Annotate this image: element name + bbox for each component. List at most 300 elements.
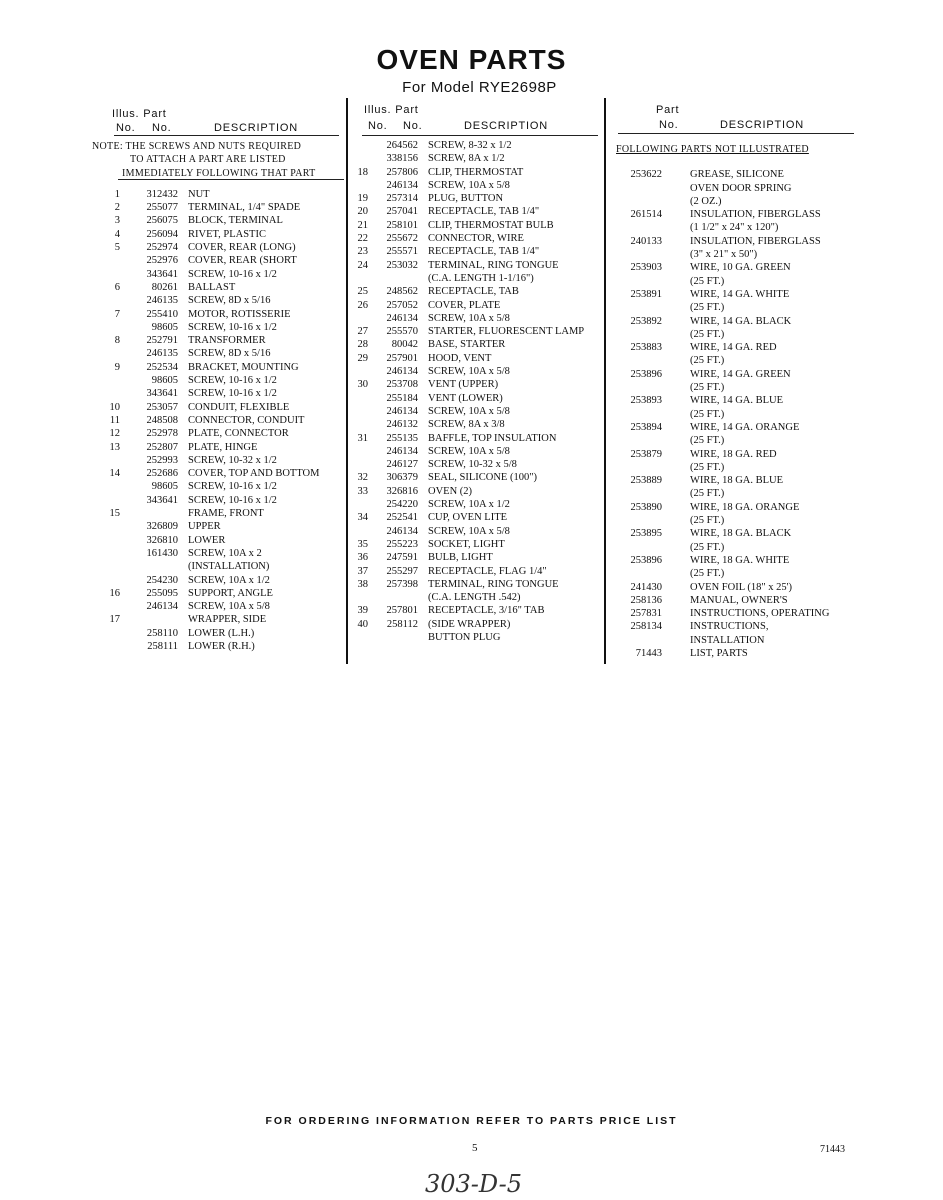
part-row xyxy=(92,414,344,427)
page-title: OVEN PARTS xyxy=(376,44,567,75)
part-row xyxy=(352,498,602,511)
part-description: SCREW, 10-16 x 1/2 xyxy=(188,481,277,493)
part-no: 306379 xyxy=(386,472,418,484)
column-divider-1 xyxy=(346,98,348,664)
part-description: (1 1/2" x 24" x 120") xyxy=(690,222,779,234)
part-row xyxy=(92,241,344,254)
part-row xyxy=(92,281,344,294)
document-code: 71443 xyxy=(820,1144,845,1155)
part-description: INSTALLATION xyxy=(690,634,765,646)
description-label: DESCRIPTION xyxy=(464,120,548,132)
part-row xyxy=(612,448,872,461)
part-row xyxy=(92,427,344,440)
part-no: 246134 xyxy=(146,601,178,613)
part-description: SCREW, 10A x 5/8 xyxy=(428,445,510,457)
part-row xyxy=(612,487,872,500)
part-no: 253890 xyxy=(630,501,662,513)
part-description: BLOCK, TERMINAL xyxy=(188,215,283,227)
part-description: FRAME, FRONT xyxy=(188,508,264,520)
part-row xyxy=(612,554,872,567)
part-row xyxy=(352,631,602,644)
part-row xyxy=(352,565,602,578)
part-no: 248562 xyxy=(386,286,418,298)
part-description: WRAPPER, SIDE xyxy=(188,614,267,626)
part-row xyxy=(612,567,872,580)
part-no: 252534 xyxy=(146,361,178,373)
part-description: LOWER (R.H.) xyxy=(188,640,255,652)
illus-no: 7 xyxy=(114,308,120,320)
part-description: CLIP, THERMOSTAT xyxy=(428,166,524,178)
part-row xyxy=(352,219,602,232)
part-description: SUPPORT, ANGLE xyxy=(188,587,273,599)
part-no: 255077 xyxy=(146,202,178,214)
illus-no: 21 xyxy=(357,219,368,231)
illus-no-label: No. xyxy=(368,120,388,132)
part-description: SCREW, 8A x 1/2 xyxy=(428,153,505,165)
note-block xyxy=(92,140,344,180)
part-description: (25 FT.) xyxy=(690,461,725,473)
part-row xyxy=(612,248,872,261)
page-number: 5 xyxy=(472,1142,478,1154)
part-row xyxy=(612,541,872,554)
illus-no: 17 xyxy=(109,614,120,626)
part-row xyxy=(612,221,872,234)
part-row xyxy=(612,235,872,248)
part-description: SCREW, 10-16 x 1/2 xyxy=(188,388,277,400)
part-description: CONNECTOR, CONDUIT xyxy=(188,414,305,426)
part-row xyxy=(352,432,602,445)
part-no: 246134 xyxy=(386,405,418,417)
illus-no: 36 xyxy=(357,552,368,564)
part-description: SCREW, 10A x 2 xyxy=(188,547,262,559)
part-row xyxy=(352,245,602,258)
part-no: 246135 xyxy=(146,295,178,307)
part-description: SCREW, 10-32 x 5/8 xyxy=(428,459,517,471)
part-row xyxy=(612,461,872,474)
illus-no: 10 xyxy=(109,401,120,413)
part-row xyxy=(92,467,344,480)
part-description: MOTOR, ROTISSERIE xyxy=(188,308,291,320)
part-no: 258101 xyxy=(386,219,418,231)
part-row xyxy=(612,275,872,288)
part-no: 261514 xyxy=(630,209,662,221)
part-description: CONNECTOR, WIRE xyxy=(428,233,524,245)
part-no: 252791 xyxy=(146,335,178,347)
part-row xyxy=(612,634,872,647)
illus-no: 8 xyxy=(114,335,120,347)
part-no: 255571 xyxy=(386,246,418,258)
part-description: (INSTALLATION) xyxy=(188,561,270,573)
part-row xyxy=(92,374,344,387)
part-no: 255184 xyxy=(386,392,418,404)
part-row xyxy=(92,560,344,573)
part-no: 98605 xyxy=(151,375,178,387)
part-row xyxy=(352,471,602,484)
part-no: 98605 xyxy=(151,481,178,493)
part-no: 253894 xyxy=(630,421,662,433)
part-description: SCREW, 10A x 5/8 xyxy=(428,179,510,191)
part-row xyxy=(612,434,872,447)
illus-no: 30 xyxy=(357,379,368,391)
part-row xyxy=(352,604,602,617)
part-row xyxy=(352,445,602,458)
illus-no: 3 xyxy=(114,215,120,227)
part-no: 343641 xyxy=(146,494,178,506)
part-row xyxy=(612,168,872,181)
part-no: 343641 xyxy=(146,268,178,280)
part-no: 326816 xyxy=(386,485,418,497)
part-row xyxy=(92,454,344,467)
part-description: COVER, TOP AND BOTTOM xyxy=(188,468,320,480)
part-row xyxy=(612,195,872,208)
part-no: 71443 xyxy=(635,647,662,659)
part-row xyxy=(92,587,344,600)
part-description: WIRE, 14 GA. BLACK xyxy=(690,315,792,327)
part-no: 255223 xyxy=(386,538,418,550)
part-row xyxy=(92,228,344,241)
header-rule xyxy=(618,133,854,134)
not-illustrated-note: FOLLOWING PARTS NOT ILLUSTRATED xyxy=(616,144,809,155)
illus-no: 6 xyxy=(114,281,120,293)
part-description: BAFFLE, TOP INSULATION xyxy=(428,432,557,444)
parts-column-2 xyxy=(352,100,602,644)
part-row xyxy=(92,321,344,334)
part-description: SCREW, 8D x 5/16 xyxy=(188,348,271,360)
part-no: 246134 xyxy=(386,525,418,537)
model-subtitle: For Model RYE2698P xyxy=(402,79,557,96)
part-description: NUT xyxy=(188,188,210,200)
illus-no: 14 xyxy=(109,468,120,480)
description-label: DESCRIPTION xyxy=(720,119,804,131)
part-description: PLUG, BUTTON xyxy=(428,193,504,205)
part-description: MANUAL, OWNER'S xyxy=(690,594,788,606)
part-description: BASE, STARTER xyxy=(428,339,506,351)
part-description: RIVET, PLASTIC xyxy=(188,228,266,240)
part-description: RECEPTACLE, 3/16" TAB xyxy=(428,605,545,617)
part-no: 256094 xyxy=(146,228,178,240)
part-row xyxy=(612,474,872,487)
part-no: 253057 xyxy=(146,401,178,413)
part-description: COVER, REAR (LONG) xyxy=(188,242,296,254)
part-row xyxy=(352,525,602,538)
part-no: 255672 xyxy=(386,233,418,245)
part-row xyxy=(352,325,602,338)
part-description: SCREW, 10A x 5/8 xyxy=(428,312,510,324)
part-no: 246134 xyxy=(386,445,418,457)
part-no: 246127 xyxy=(386,459,418,471)
part-no: 326809 xyxy=(146,521,178,533)
part-row xyxy=(352,458,602,471)
part-description: RECEPTACLE, FLAG 1/4" xyxy=(428,565,547,577)
part-description: (25 FT.) xyxy=(690,275,725,287)
column-header xyxy=(92,100,344,136)
illus-no: 2 xyxy=(114,202,120,214)
part-description: UPPER xyxy=(188,521,221,533)
ordering-footer: FOR ORDERING INFORMATION REFER TO PARTS PRICE LIST xyxy=(265,1115,678,1127)
part-description: SCREW, 10-16 x 1/2 xyxy=(188,375,277,387)
part-row xyxy=(612,620,872,633)
part-no: 255095 xyxy=(146,587,178,599)
illus-no: 40 xyxy=(357,618,368,630)
part-description: WIRE, 14 GA. ORANGE xyxy=(690,421,800,433)
part-row xyxy=(352,511,602,524)
part-no: 257901 xyxy=(386,352,418,364)
illus-no: 22 xyxy=(357,233,368,245)
part-no: 80042 xyxy=(391,339,418,351)
part-no: 257041 xyxy=(386,206,418,218)
part-description: (SIDE WRAPPER) xyxy=(428,618,511,630)
part-row xyxy=(92,214,344,227)
part-description: SCREW, 10A x 1/2 xyxy=(188,574,270,586)
part-description: (25 FT.) xyxy=(690,435,725,447)
part-no: 252978 xyxy=(146,428,178,440)
part-description: OVEN (2) xyxy=(428,485,473,497)
part-no: 240133 xyxy=(630,235,662,247)
part-no: 247591 xyxy=(386,552,418,564)
part-no: 80261 xyxy=(151,281,178,293)
part-row xyxy=(92,201,344,214)
part-row xyxy=(352,378,602,391)
part-no: 98605 xyxy=(151,321,178,333)
part-description: TERMINAL, RING TONGUE xyxy=(428,578,559,590)
part-no: 257398 xyxy=(386,578,418,590)
part-description: (25 FT.) xyxy=(690,515,725,527)
illus-no: 18 xyxy=(357,166,368,178)
part-no: 253896 xyxy=(630,368,662,380)
part-row xyxy=(352,139,602,152)
handwritten-annotation: 303-D-5 xyxy=(425,1170,522,1198)
part-no: 258110 xyxy=(146,627,178,639)
part-description: CUP, OVEN LITE xyxy=(428,512,508,524)
part-no: 258136 xyxy=(630,594,662,606)
part-row xyxy=(352,272,602,285)
part-row xyxy=(92,507,344,520)
part-row xyxy=(352,179,602,192)
illus-no: 39 xyxy=(357,605,368,617)
illus-no: 32 xyxy=(357,472,368,484)
part-row xyxy=(92,627,344,640)
part-no: 252686 xyxy=(146,468,178,480)
part-row xyxy=(92,600,344,613)
part-row xyxy=(352,578,602,591)
parts-list xyxy=(92,188,344,653)
illus-no: 26 xyxy=(357,299,368,311)
part-row xyxy=(352,259,602,272)
part-description: CLIP, THERMOSTAT BULB xyxy=(428,219,554,231)
part-no: 253622 xyxy=(630,169,662,181)
part-no: 256075 xyxy=(146,215,178,227)
part-description: INSULATION, FIBERGLASS xyxy=(690,235,821,247)
parts-column-1 xyxy=(92,100,344,653)
part-row xyxy=(92,188,344,201)
part-row xyxy=(92,547,344,560)
part-description: (25 FT.) xyxy=(690,355,725,367)
part-description: (25 FT.) xyxy=(690,328,725,340)
illus-no: 34 xyxy=(357,512,368,524)
part-no: 246132 xyxy=(386,419,418,431)
part-description: VENT (UPPER) xyxy=(428,379,499,391)
parts-list xyxy=(352,139,602,644)
part-description: (25 FT.) xyxy=(690,302,725,314)
part-description: RECEPTACLE, TAB 1/4" xyxy=(428,206,540,218)
part-description: HOOD, VENT xyxy=(428,352,492,364)
part-row xyxy=(612,381,872,394)
part-no: 253891 xyxy=(630,288,662,300)
part-no: 252974 xyxy=(146,242,178,254)
part-description: SCREW, 10A x 5/8 xyxy=(428,525,510,537)
part-description: VENT (LOWER) xyxy=(428,392,503,404)
illus-no: 5 xyxy=(114,242,120,254)
part-row xyxy=(612,607,872,620)
part-description: BRACKET, MOUNTING xyxy=(188,361,299,373)
illus-no: 29 xyxy=(357,352,368,364)
illus-no: 1 xyxy=(114,188,120,200)
part-description: INSTRUCTIONS, OPERATING xyxy=(690,608,830,620)
part-row xyxy=(352,338,602,351)
part-no: 258134 xyxy=(630,621,662,633)
part-no: 246134 xyxy=(386,366,418,378)
part-description: LIST, PARTS xyxy=(690,647,748,659)
part-no: 248508 xyxy=(146,414,178,426)
illus-no: 16 xyxy=(109,587,120,599)
part-description: (C.A. LENGTH .542) xyxy=(428,592,521,604)
part-no: 253889 xyxy=(630,475,662,487)
illus-no: 20 xyxy=(357,206,368,218)
part-row xyxy=(352,205,602,218)
part-description: TRANSFORMER xyxy=(188,335,266,347)
part-row xyxy=(612,581,872,594)
part-description: CONDUIT, FLEXIBLE xyxy=(188,401,290,413)
part-no: 255570 xyxy=(386,326,418,338)
part-description: WIRE, 18 GA. ORANGE xyxy=(690,501,800,513)
part-description: SOCKET, LIGHT xyxy=(428,538,505,550)
part-row xyxy=(612,527,872,540)
part-description: (25 FT.) xyxy=(690,568,725,580)
part-no: 264562 xyxy=(386,140,418,151)
part-row xyxy=(92,640,344,653)
part-no: 253903 xyxy=(630,262,662,274)
part-label: Part xyxy=(656,104,680,116)
part-no: 338156 xyxy=(386,153,418,165)
part-no: 241430 xyxy=(630,581,662,593)
illus-no: 9 xyxy=(114,361,120,373)
part-no: 246135 xyxy=(146,348,178,360)
illus-no: 19 xyxy=(357,193,368,205)
part-row xyxy=(612,647,872,660)
part-row xyxy=(612,408,872,421)
part-row xyxy=(92,401,344,414)
illus-no: 4 xyxy=(114,228,120,240)
part-description: OVEN DOOR SPRING xyxy=(690,182,792,194)
part-no: 161430 xyxy=(146,547,178,559)
part-description: TERMINAL, 1/4" SPADE xyxy=(188,202,301,214)
part-description: LOWER xyxy=(188,534,226,546)
illus-part-label: Illus. Part xyxy=(364,104,419,116)
illus-no: 13 xyxy=(109,441,120,453)
part-row xyxy=(352,192,602,205)
part-row xyxy=(612,315,872,328)
part-description: BULB, LIGHT xyxy=(428,552,493,564)
part-no: 246134 xyxy=(386,312,418,324)
part-description: SCREW, 8D x 5/16 xyxy=(188,295,271,307)
part-description: SCREW, 10-16 x 1/2 xyxy=(188,494,277,506)
part-row xyxy=(612,288,872,301)
part-row xyxy=(92,268,344,281)
illus-part-label: Illus. Part xyxy=(112,108,167,120)
part-row xyxy=(92,294,344,307)
part-no: 254220 xyxy=(386,499,418,511)
part-no: 312432 xyxy=(146,188,178,200)
illus-no: 27 xyxy=(357,326,368,338)
part-row xyxy=(92,613,344,626)
part-row xyxy=(612,421,872,434)
part-description: SCREW, 10A x 5/8 xyxy=(428,366,510,378)
part-no: 253708 xyxy=(386,379,418,391)
part-description: RECEPTACLE, TAB 1/4" xyxy=(428,246,540,258)
part-no: 253883 xyxy=(630,342,662,354)
note-line: TO ATTACH A PART ARE LISTED xyxy=(130,154,286,166)
part-description: INSULATION, FIBERGLASS xyxy=(690,209,821,221)
part-description: SCREW, 10A x 5/8 xyxy=(428,405,510,417)
part-no: 252976 xyxy=(146,255,178,267)
part-no: 258112 xyxy=(386,618,418,630)
part-no: 343641 xyxy=(146,388,178,400)
illus-no: 33 xyxy=(357,485,368,497)
note-line: NOTE: THE SCREWS AND NUTS REQUIRED xyxy=(92,141,302,152)
header-rule xyxy=(362,135,598,136)
column-header xyxy=(352,100,602,136)
part-description: WIRE, 18 GA. BLACK xyxy=(690,528,792,540)
part-no: 253879 xyxy=(630,448,662,460)
part-description: (25 FT.) xyxy=(690,541,725,553)
part-row xyxy=(612,354,872,367)
part-row xyxy=(352,591,602,604)
part-description: BALLAST xyxy=(188,281,236,293)
part-no-label: No. xyxy=(403,120,423,132)
part-row xyxy=(92,254,344,267)
part-row xyxy=(352,392,602,405)
part-description: SEAL, SILICONE (100") xyxy=(428,472,537,484)
part-no: 246134 xyxy=(386,179,418,191)
part-no: 255410 xyxy=(146,308,178,320)
part-no: 253893 xyxy=(630,395,662,407)
part-row xyxy=(352,405,602,418)
part-description: RECEPTACLE, TAB xyxy=(428,286,519,298)
illus-no: 35 xyxy=(357,538,368,550)
part-no: 253892 xyxy=(630,315,662,327)
part-description: (25 FT.) xyxy=(690,488,725,500)
part-description: SCREW, 10-16 x 1/2 xyxy=(188,321,277,333)
part-row xyxy=(92,361,344,374)
part-description: LOWER (L.H.) xyxy=(188,627,255,639)
part-description: WIRE, 14 GA. RED xyxy=(690,342,777,354)
part-description: SCREW, 8-32 x 1/2 xyxy=(428,140,512,151)
part-description: PLATE, CONNECTOR xyxy=(188,428,289,440)
part-row xyxy=(352,285,602,298)
part-row xyxy=(92,441,344,454)
illus-no: 15 xyxy=(109,508,120,520)
illus-no: 12 xyxy=(109,428,120,440)
part-row xyxy=(352,232,602,245)
illus-no: 24 xyxy=(357,259,368,271)
description-label: DESCRIPTION xyxy=(214,122,298,134)
part-description: TERMINAL, RING TONGUE xyxy=(428,259,559,271)
part-description: WIRE, 14 GA. WHITE xyxy=(690,288,790,300)
part-row xyxy=(612,208,872,221)
part-description: WIRE, 18 GA. RED xyxy=(690,448,777,460)
part-description: COVER, REAR (SHORT xyxy=(188,255,297,267)
part-row xyxy=(612,182,872,195)
